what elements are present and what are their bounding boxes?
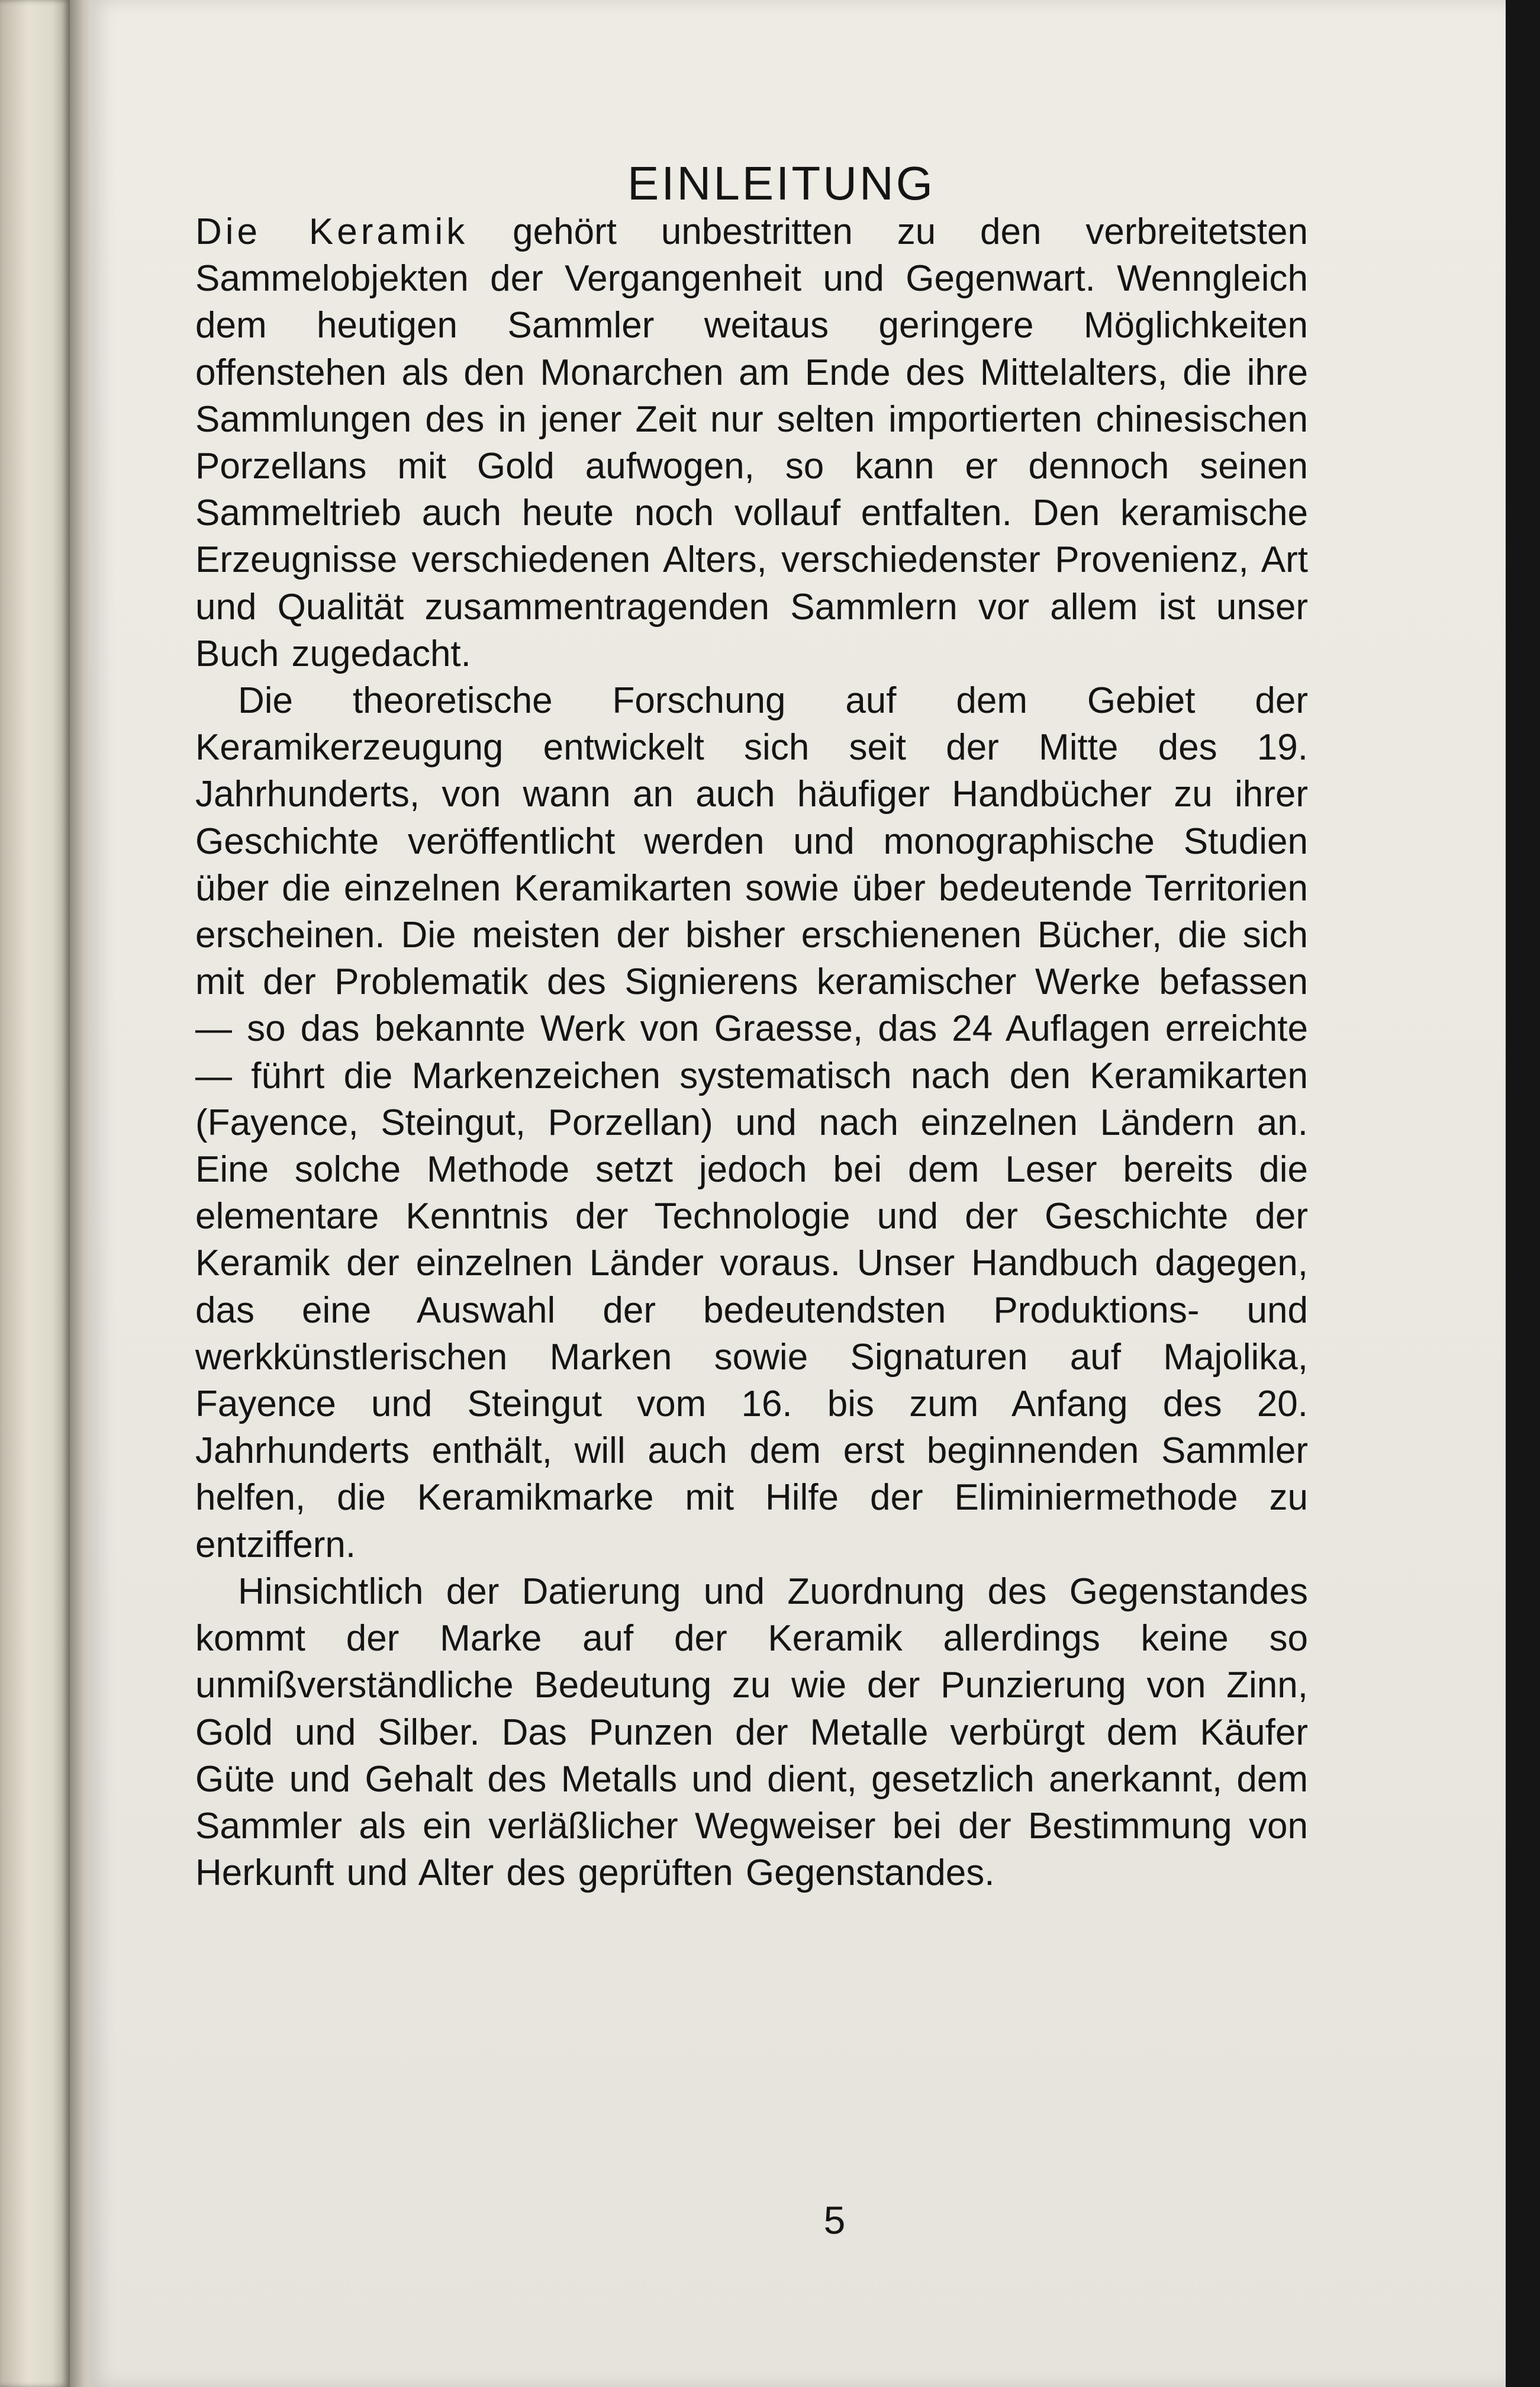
page-number: 5: [823, 2198, 846, 2242]
book-page: [89, 0, 1506, 2387]
chapter-heading: EINLEITUNG: [627, 157, 936, 210]
paragraph-1: [195, 208, 1308, 677]
paragraph-1-text: gehört unbestritten zu den verbreitetsten Sammelobjekten der Vergangenheit und Gegenwart. Wenngleich dem heutigen Sammler weitaus geringere Möglichkeiten offenstehen als den Monarchen am Ende des Mittelalters, die ihre Sammlungen des in jener Zeit nur selten importierten chinesischen Porzellans mit Gold aufwogen, so kann er dennoch seinen Sammeltrieb auch heute noch vollauf entfalten. Den keramische Erzeugnisse verschiedenen Alters, verschiedenster Provenienz, Art und Qualität zusammentragenden Sammlern vor allem ist unser Buch zugedacht.: [195, 211, 1308, 674]
paragraph-1-emphasis: Die Keramik: [195, 211, 469, 252]
left-page-edge: [0, 0, 70, 2387]
paragraph-2: Die theoretische Forschung auf dem Gebiet der Keramikerzeugung entwickelt sich seit der Mitte des 19. Jahrhunderts, von wann an auch häufiger Handbücher zu ihrer Geschichte veröffentlicht werden und monographische Studien über die einzelnen Keramikarten sowie über bedeutende Territorien erscheinen. Die meisten der bisher erschienenen Bücher, die sich mit der Problematik des Signierens keramischer Werke befassen — so das bekannte Werk von Graesse, das 24 Auflagen erreichte — führt die Markenzeichen systematisch nach den Keramikarten (Fayence, Steingut, Porzellan) und nach einzelnen Ländern an. Eine solche Methode setzt jedoch bei dem Leser bereits die elementare Kenntnis der Technologie und der Geschichte der Keramik der einzelnen Länder voraus. Unser Handbuch dagegen, das eine Auswahl der bedeutendsten Produktions- und werkkünstlerischen Marken sowie Signaturen auf Majolika, Fayence und Steingut vom 16. bis zum Anfang des 20. Jahrhunderts enthält, will auch dem erst beginnenden Sammler helfen, die Keramikmarke mit Hilfe der Eliminiermethode zu entziffern.: [195, 680, 1308, 1565]
page-content: [195, 154, 1308, 1896]
paragraph-3: Hinsichtlich der Datierung und Zuordnung des Gegenstandes kommt der Marke auf der Keramik allerdings keine so unmißverständliche Bedeutung zu wie der Punzierung von Zinn, Gold und Silber. Das Punzen der Metalle verbürgt dem Käufer Güte und Gehalt des Metalls und dient, gesetzlich anerkannt, dem Sammler als ein verläßlicher Wegweiser bei der Bestimmung von Herkunft und Alter des geprüften Gegenstandes.: [195, 1571, 1308, 1894]
right-cover-edge: [1506, 0, 1540, 2387]
